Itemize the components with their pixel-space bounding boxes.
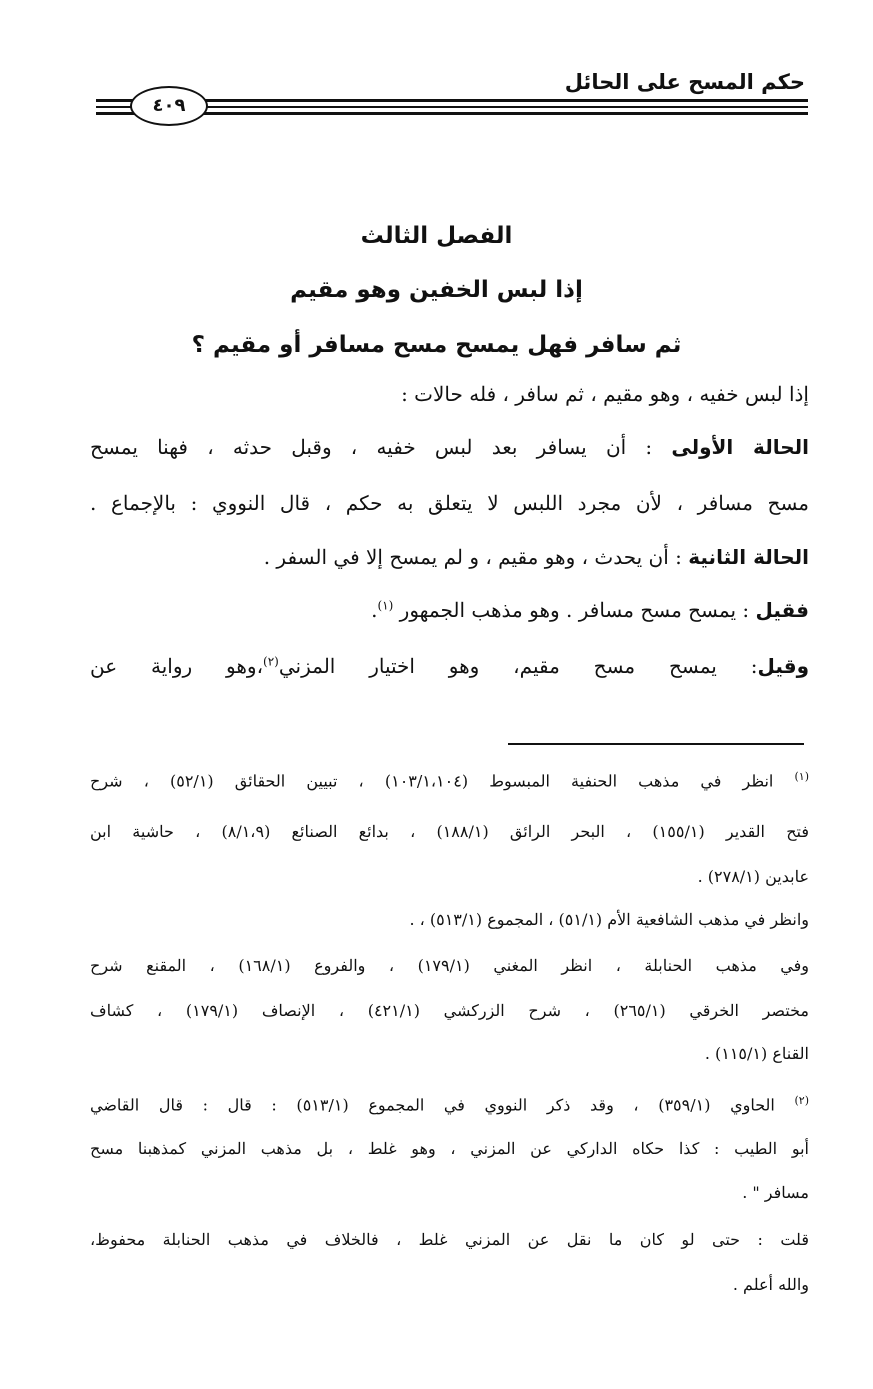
body-line-4 bbox=[264, 545, 809, 569]
footnote-2-line-2: أبو الطيب : كذا حكاه الداركي عن المزني ، وهو غلط ، بل مذهب المزني كمذهبنا مسح bbox=[90, 1139, 809, 1158]
chapter-question: ثم سافر فهل يمسح مسح مسافر أو مقيم ؟ bbox=[191, 332, 682, 358]
chapter-heading: إذا لبس الخفين وهو مقيم bbox=[290, 277, 583, 303]
opinion-one-label: فقيل bbox=[755, 598, 809, 622]
footnote-ref-1: (١) bbox=[377, 598, 394, 613]
footnote-2-line-5: والله أعلم . bbox=[732, 1275, 809, 1294]
page-number: ٤٠٩ bbox=[130, 86, 208, 126]
case-one-label: الحالة الأولى bbox=[671, 435, 809, 459]
case-two-label: الحالة الثانية bbox=[688, 545, 809, 569]
opinion-one-end: . bbox=[371, 598, 378, 622]
footnote-2-line-4: قلت : حتى لو كان ما نقل عن المزني غلط ، فالخلاف في مذهب الحنابلة محفوظ، bbox=[90, 1230, 809, 1249]
chapter-title: الفصل الثالث bbox=[360, 223, 513, 249]
footnote-1-line-2: فتح القدير (١٥٥/١) ، البحر الرائق (١٨٨/١) ، بدائع الصنائع (٨/١،٩) ، حاشية ابن bbox=[90, 822, 810, 841]
footnote-2-line-3: مسافر " . bbox=[742, 1183, 809, 1202]
opinion-two-text: : يمسح مسح مقيم، وهو اختيار المزني bbox=[278, 654, 758, 678]
footnote-ref-2: (٢) bbox=[263, 654, 279, 669]
footnote-2-marker: (٢) bbox=[794, 1094, 810, 1107]
footnote-separator bbox=[508, 743, 804, 745]
footnote-1-line-6: مختصر الخرقي (٢٦٥/١) ، شرح الزركشي (٤٢١/١) ، الإنصاف (١٧٩/١) ، كشاف bbox=[90, 1001, 809, 1020]
body-line-1: إذا لبس خفيه ، وهو مقيم ، ثم سافر ، فله حالات : bbox=[401, 382, 809, 406]
body-line-6 bbox=[90, 654, 809, 678]
running-title: حكم المسح على الحائل bbox=[564, 70, 805, 94]
body-line-2 bbox=[90, 435, 809, 459]
case-one-text: : أن يسافر بعد لبس خفيه ، وقبل حدثه ، فهنا يمسح bbox=[90, 435, 672, 459]
footnote-2-text-1: الحاوي (٣٥٩/١) ، وقد ذكر النووي في المجموع (٥١٣/١) : قال : قال القاضي bbox=[90, 1095, 795, 1115]
footnote-1-marker: (١) bbox=[794, 770, 810, 783]
body-line-5 bbox=[371, 598, 809, 622]
body-line-3: مسح مسافر ، لأن مجرد اللبس لا يتعلق به حكم ، قال النووي : بالإجماع . bbox=[90, 491, 809, 515]
footnote-1-text-1: انظر في مذهب الحنفية المبسوط (١٠٣/١،١٠٤) ، تبيين الحقائق (٥٢/١) ، شرح bbox=[90, 771, 795, 791]
case-two-text: : أن يحدث ، وهو مقيم ، و لم يمسح إلا في السفر . bbox=[263, 545, 689, 569]
opinion-two-label: وقيل bbox=[757, 654, 810, 678]
footnote-2-line-1 bbox=[90, 1094, 809, 1114]
footnote-1-line-3: عابدين (٢٧٨/١) . bbox=[697, 867, 809, 886]
footnote-1-line-4: وانظر في مذهب الشافعية الأم (٥١/١) ، المجموع (٥١٣/١) ، . bbox=[409, 910, 809, 929]
footnote-1-line-1 bbox=[90, 770, 809, 790]
opinion-one-text: : يمسح مسح مسافر . وهو مذهب الجمهور bbox=[393, 598, 756, 622]
footnote-1-line-5: وفي مذهب الحنابلة ، انظر المغني (١٧٩/١) ، والفروع (١٦٨/١) ، المقنع شرح bbox=[90, 956, 809, 975]
opinion-two-end: ،وهو رواية عن bbox=[90, 654, 264, 678]
footnote-1-line-7: القناع (١١٥/١) . bbox=[704, 1044, 809, 1063]
